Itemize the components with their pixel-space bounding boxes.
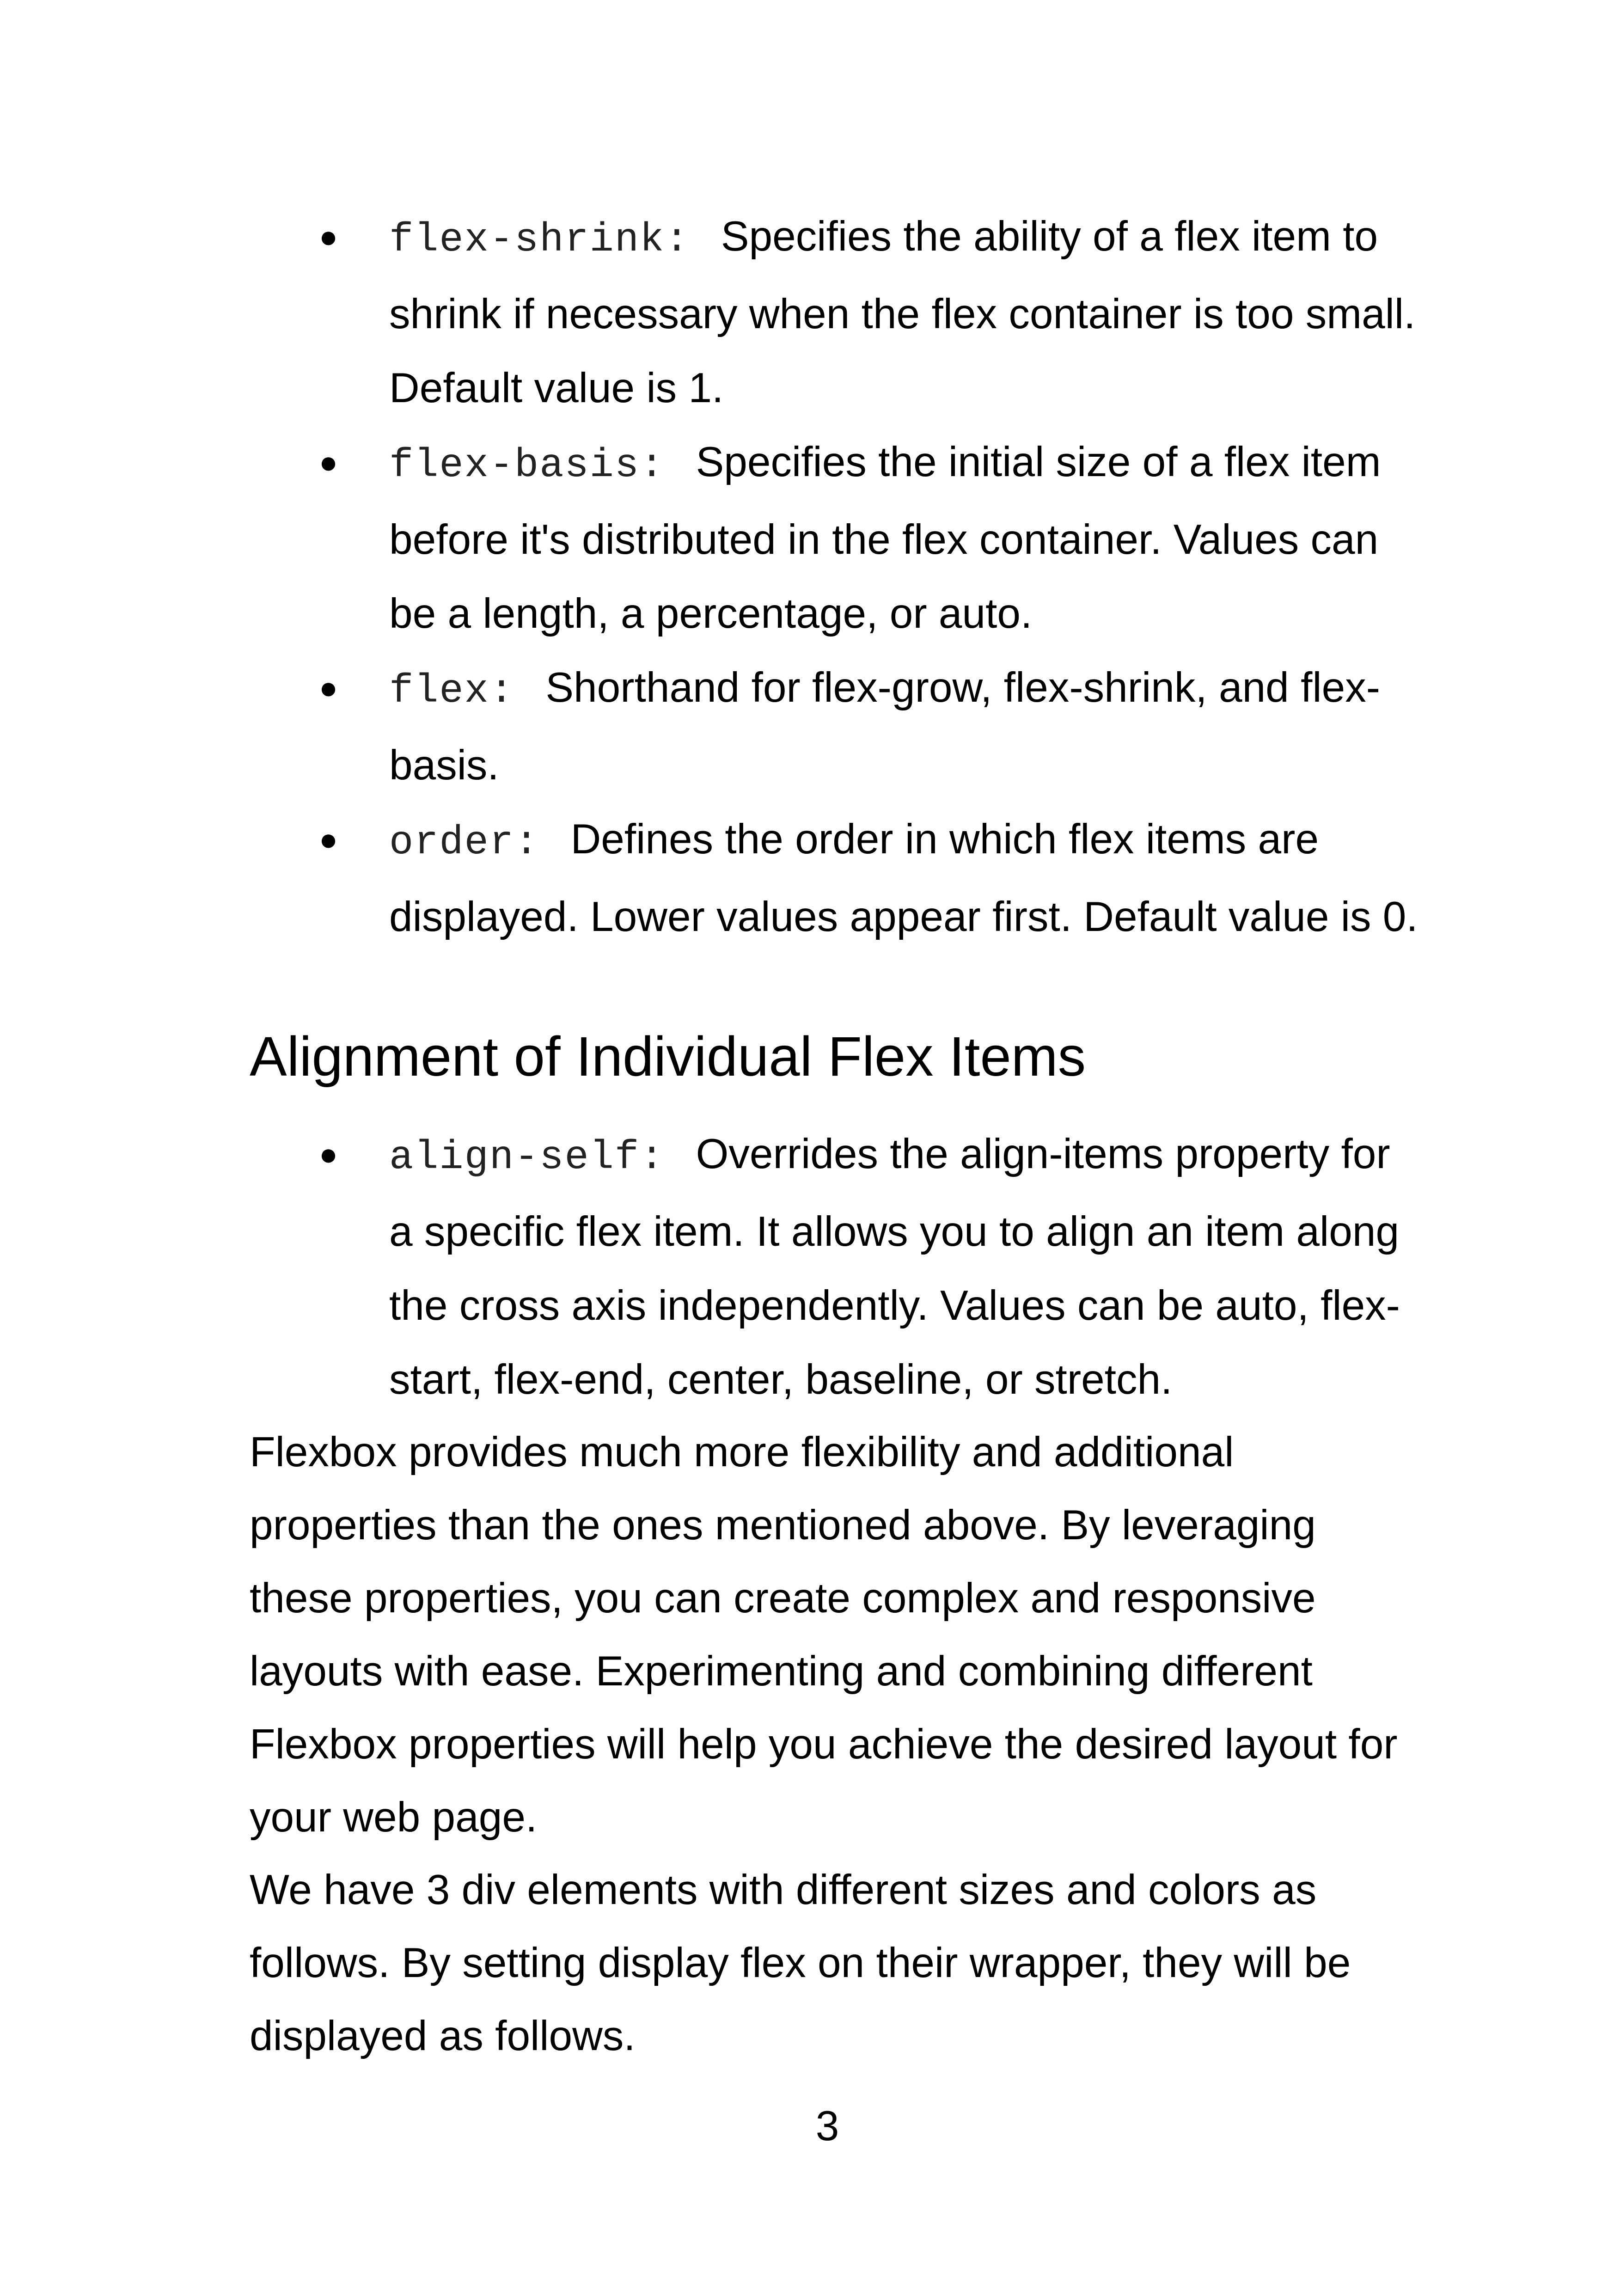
property-name: align-self: bbox=[389, 1135, 665, 1181]
flex-item-properties-list bbox=[319, 200, 1419, 954]
page-number: 3 bbox=[815, 2103, 839, 2149]
property-name: flex: bbox=[389, 669, 515, 714]
bullet-icon: ● bbox=[319, 822, 338, 857]
property-name: order: bbox=[389, 820, 540, 866]
property-description: Specifies the ability of a flex item to shrink if necessary when the flex container is too small. Default value is 1. bbox=[389, 213, 1416, 411]
bullet-icon: ● bbox=[319, 219, 338, 254]
list-item-order bbox=[319, 802, 1419, 954]
list-item-flex-shrink bbox=[319, 200, 1419, 425]
bullet-icon: ● bbox=[319, 670, 338, 705]
section-heading: Alignment of Individual Flex Items bbox=[250, 1025, 1086, 1088]
body-paragraph: Flexbox provides much more flexibility and additional properties than the ones mentioned above. By leveraging these properties, you can create complex and responsive layouts with ease. Experimenting and combining different Flexbox properties will help you achieve the desired layout for your web page. bbox=[250, 1429, 1398, 1841]
bullet-icon: ● bbox=[319, 445, 338, 480]
body-paragraph: We have 3 div elements with different sizes and colors as follows. By setting display flex on their wrapper, they will be displayed as follows. bbox=[250, 1867, 1351, 2059]
list-item-flex bbox=[319, 651, 1419, 802]
property-description: Shorthand for flex-grow, flex-shrink, and flex-basis. bbox=[389, 664, 1380, 789]
property-name: flex-shrink: bbox=[389, 218, 690, 263]
alignment-properties-list bbox=[319, 1117, 1419, 1417]
bullet-icon: ● bbox=[319, 1137, 338, 1172]
property-description: Specifies the initial size of a flex item before it's distributed in the flex container. Values can be a length, a percentage, or auto. bbox=[389, 439, 1381, 637]
property-name: flex-basis: bbox=[389, 443, 665, 489]
list-item-align-self bbox=[319, 1117, 1419, 1417]
property-description: Overrides the align-items property for a specific flex item. It allows you to align an item along the cross axis independently. Values can be auto, flex-start, flex-end, center, baseline, or stretch. bbox=[389, 1131, 1400, 1403]
property-description: Defines the order in which flex items are displayed. Lower values appear first. Default value is 0. bbox=[389, 816, 1418, 940]
list-item-flex-basis bbox=[319, 425, 1419, 651]
